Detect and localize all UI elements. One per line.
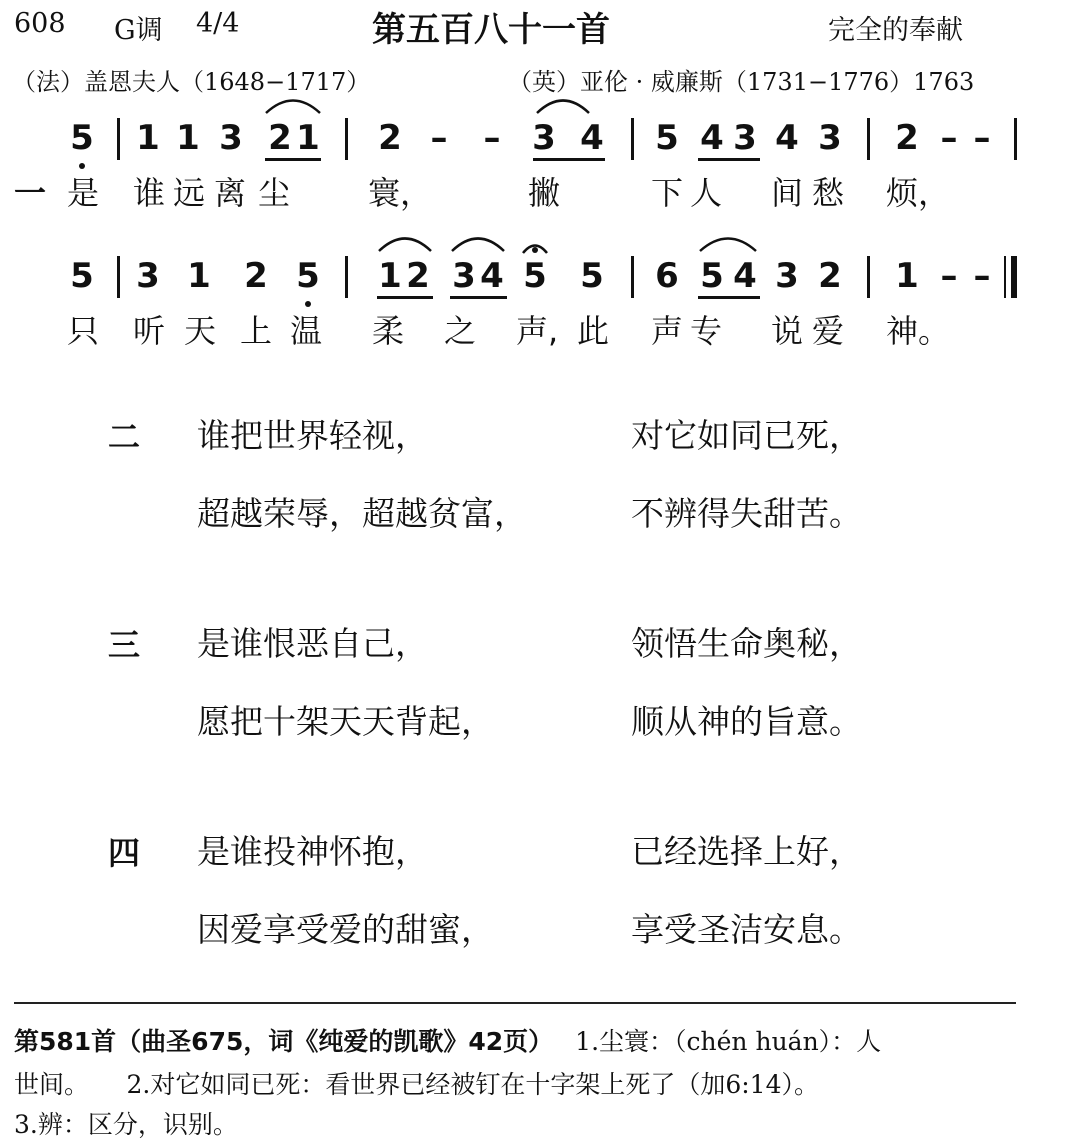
note: 2	[268, 118, 292, 158]
note: 3	[775, 256, 799, 296]
hymn-title: 第五百八十一首	[372, 10, 610, 50]
note: 2	[406, 256, 430, 296]
note: 5	[70, 256, 94, 296]
footnote-line-3: 3.辨：区分，识别。	[14, 1110, 238, 1139]
footnote-divider	[14, 1002, 1016, 1004]
verse-line: 愿把十架天天背起，	[197, 702, 494, 741]
lyric: 说	[771, 312, 804, 350]
lyric: 听	[133, 312, 166, 350]
lyric: 只	[67, 312, 100, 350]
note: 5	[523, 256, 547, 296]
note-dash: –	[973, 118, 991, 158]
lyric: 离	[214, 174, 247, 212]
lyric: 寰，	[368, 174, 433, 212]
note-dash: –	[973, 256, 991, 296]
note: 4	[580, 118, 604, 158]
verse-line: 享受圣洁安息。	[631, 910, 862, 949]
lyric: 柔	[372, 312, 405, 350]
key-signature: G调	[114, 15, 163, 46]
time-signature: 4/4	[196, 8, 240, 39]
note: 2	[818, 256, 842, 296]
footnote-line-2: 世间。 2.对它如同已死：看世界已经被钉在十字架上死了（加6:14）。	[14, 1070, 819, 1099]
lyric: 间	[771, 174, 804, 212]
note: 4	[700, 118, 724, 158]
hymn-number: 608	[14, 8, 66, 39]
lyric: 是	[67, 174, 100, 212]
note: 2	[244, 256, 268, 296]
verse-line: 因爱享受爱的甜蜜，	[197, 910, 494, 949]
note: 3	[532, 118, 556, 158]
note: 2	[895, 118, 919, 158]
note-dash: –	[940, 118, 958, 158]
lyric: 之	[444, 312, 477, 350]
lyric: 人	[690, 174, 723, 212]
note: 5	[655, 118, 679, 158]
verse-line: 已经选择上好，	[631, 832, 862, 871]
note: 2	[378, 118, 402, 158]
composer-credit: （英）亚伦 · 威廉斯（1731−1776）1763	[508, 68, 975, 96]
verse-number: 一	[14, 174, 47, 212]
lyric: 天	[184, 312, 217, 350]
lyric: 神。	[886, 312, 951, 350]
lyric: 声,	[516, 312, 559, 350]
lyric: 下	[651, 174, 684, 212]
note: 3	[733, 118, 757, 158]
verse-line: 对它如同已死，	[631, 416, 862, 455]
note: 3	[219, 118, 243, 158]
footnote-source: 第581首（曲圣675，词《纯爱的凯歌》42页）	[14, 1027, 554, 1056]
note: 1	[136, 118, 160, 158]
note: 4	[480, 256, 504, 296]
verse-line: 是谁投神怀抱，	[197, 832, 428, 871]
note-dash: –	[483, 118, 501, 158]
note: 1	[378, 256, 402, 296]
verse-line: 是谁恨恶自己，	[197, 624, 428, 663]
note: 5	[296, 256, 320, 296]
note: 5	[700, 256, 724, 296]
verse-number: 二	[108, 418, 141, 456]
verse-line: 超越荣辱，超越贫富，	[197, 494, 527, 533]
note: 5	[580, 256, 604, 296]
note: 3	[818, 118, 842, 158]
note-dash: –	[940, 256, 958, 296]
hymn-subtitle: 完全的奉献	[828, 15, 963, 46]
lyric: 撇	[528, 174, 561, 212]
lyric: 声	[651, 312, 684, 350]
note: 3	[136, 256, 160, 296]
note: 1	[176, 118, 200, 158]
lyric: 远	[173, 174, 206, 212]
verse-line: 谁把世界轻视，	[197, 416, 428, 455]
lyric: 温	[290, 312, 323, 350]
note: 1	[895, 256, 919, 296]
note: 1	[187, 256, 211, 296]
footnote-line-1	[14, 1020, 881, 1063]
lyric: 烦，	[886, 174, 951, 212]
note: 1	[296, 118, 320, 158]
verse-line: 不辨得失甜苦。	[631, 494, 862, 533]
note: 5	[70, 118, 94, 158]
note: 4	[775, 118, 799, 158]
verse-line: 领悟生命奥秘，	[631, 624, 862, 663]
lyric: 此	[577, 312, 610, 350]
note: 6	[655, 256, 679, 296]
lyric: 尘	[258, 174, 291, 212]
verse-number: 四	[108, 834, 141, 872]
lyricist-credit: （法）盖恩夫人（1648−1717）	[12, 68, 371, 96]
lyric: 愁	[812, 174, 845, 212]
verse-line: 顺从神的旨意。	[631, 702, 862, 741]
note: 3	[452, 256, 476, 296]
footnote-note-1: 1.尘寰：（chén huán）：人	[575, 1027, 882, 1056]
verse-number: 三	[108, 626, 141, 664]
note: 4	[733, 256, 757, 296]
lyric: 谁	[133, 174, 166, 212]
lyric: 爱	[812, 312, 845, 350]
lyric: 专	[690, 312, 723, 350]
lyric: 上	[240, 312, 273, 350]
note-dash: –	[430, 118, 448, 158]
